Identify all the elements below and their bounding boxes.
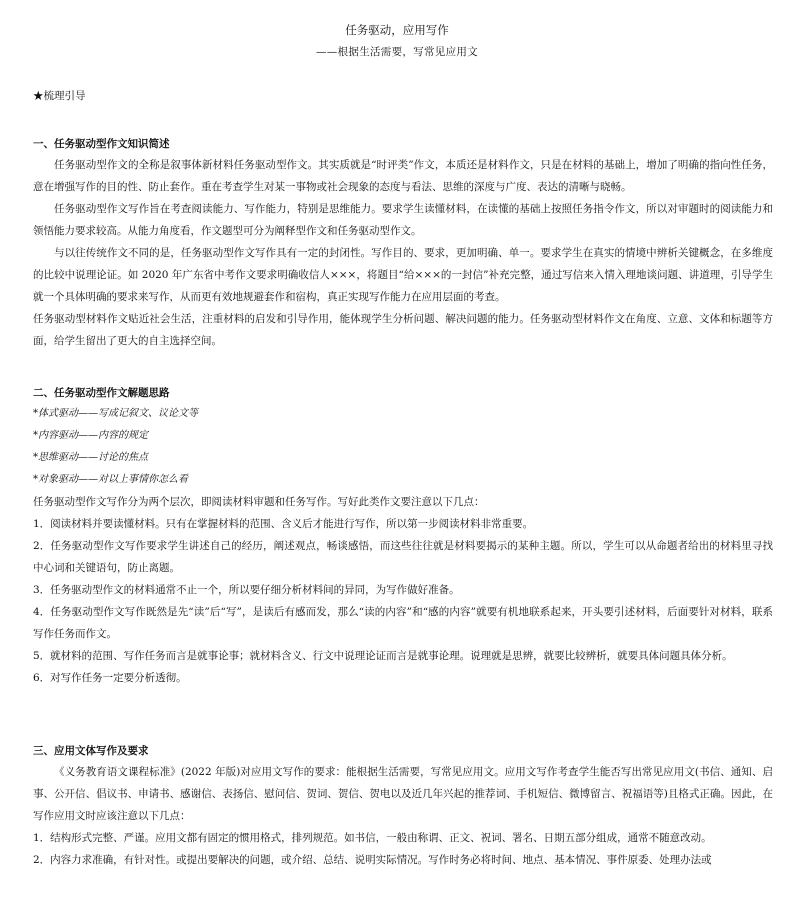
section-1-heading: 一、任务驱动型作文知识简述 — [33, 138, 170, 150]
bullet-item: *思维驱动——讨论的焦点 — [33, 452, 148, 463]
numbered-item: 5．就材料的范围、写作任务而言是就事论事；就材料含义、行文中说理论证而言是就事论理。说理就是思辨，就要比较辨析，就要具体问题具体分析。 — [33, 650, 733, 662]
bullet-item: *体式驱动——写成记叙文、议论文等 — [33, 408, 198, 419]
section-2 — [33, 383, 773, 689]
section-1-paragraph-2: 任务驱动型作文写作旨在考查阅读能力、写作能力，特别是思维能力。要求学生读懂材料，在读懂的基础上按照任务指令作文，所以对审题时的阅读能力和领悟能力要求较高。从能力角度看，作文题型可分为阐释型作文和任务驱动型作文。 — [33, 203, 773, 237]
section-1 — [33, 134, 773, 352]
document-title: 任务驱动，应用写作 — [345, 23, 449, 37]
guide-heading: ★梳理引导 — [33, 90, 86, 102]
section-3-heading: 三、应用文体写作及要求 — [33, 745, 149, 757]
numbered-item: 1．结构形式完整、严谨。应用文都有固定的惯用格式，排列规范。如书信，一般由称谓、正文、祝词、署名、日期五部分组成，通常不随意改动。 — [33, 832, 712, 844]
section-2-heading: 二、任务驱动型作文解题思路 — [33, 387, 170, 399]
section-2-intro: 任务驱动型作文写作分为两个层次，即阅读材料审题和任务写作。写好此类作文要注意以下几点： — [33, 496, 485, 508]
numbered-item: 2．内容力求准确，有针对性。或提出要解决的问题，或介绍、总结、说明实际情况。写作时务必将时间、地点、基本情况、事件原委、处理办法或 — [33, 854, 712, 866]
section-1-paragraph-1: 任务驱动型作文的全称是叙事体新材料任务驱动型作文。其实质就是“时评类”作文，本质还是材料作文，只是在材料的基础上，增加了明确的指向性任务，意在增强写作的目的性、防止套作。重在考查学生对某一事物或社会现象的态度与看法、思维的深度与广度、表达的清晰与晓畅。 — [33, 159, 773, 193]
numbered-item: 6．对写作任务一定要分析透彻。 — [33, 672, 187, 684]
section-1-paragraph-4: 任务驱动型材料作文贴近社会生活，注重材料的启发和引导作用，能体现学生分析问题、解决问题的能力。任务驱动型材料作文在角度、立意、文体和标题等方面，给学生留出了更大的自主选择空间。 — [33, 313, 773, 347]
section-3-paragraph-1: 《义务教育语文课程标准》(2022 年版)对应用文写作的要求：能根据生活需要，写常见应用文。应用文写作考查学生能否写出常见应用文(书信、通知、启事、公开信、倡议书、申请书、感谢信、表扬信、慰问信、贺词、贺信、贺电以及近几年兴起的推荐词、手机短信、微博留言、祝福语等)且格式正确。因此，在写作应用文时应该注意以下几点： — [33, 766, 773, 822]
bullet-item: *对象驱动——对以上事情你怎么看 — [33, 474, 188, 485]
section-3 — [33, 741, 773, 871]
numbered-item: 4．任务驱动型作文写作既然是先“读”后“写”，是读后有感而发，那么“读的内容”和“感的内容”就要有机地联系起来，开头要引述材料，后面要针对材料，联系写作任务而作文。 — [33, 606, 773, 640]
numbered-item: 1．阅读材料并要读懂材料。只有在掌握材料的范围、含义后才能进行写作，所以第一步阅读材料非常重要。 — [33, 518, 534, 530]
numbered-item: 3．任务驱动型作文的材料通常不止一个，所以要仔细分析材料间的异同，为写作做好准备。 — [33, 584, 460, 596]
document-subtitle: ——根据生活需要，写常见应用文 — [316, 46, 478, 58]
numbered-item: 2．任务驱动型作文写作要求学生讲述自己的经历，阐述观点，畅谈感悟，而这些往往就是材料要揭示的某种主题。所以，学生可以从命题者给出的材料里寻找中心词和关键语句，防止离题。 — [33, 540, 773, 574]
section-1-paragraph-3: 与以往传统作文不同的是，任务驱动型作文写作具有一定的封闭性。写作目的、要求，更加明确、单一。要求学生在真实的情境中辨析关键概念，在多维度的比较中说理论证。如 2020 年广东省中考作文要求明确收信人×××，将题目“给×××的一封信”补充完整，通过写信来入情入理地谈问题、讲道理，引导学生就一个具体明确的要求来写作，从而更有效地规避套作和宿构，真正实现写作能力在应用层面的考查。 — [33, 247, 773, 303]
bullet-item: *内容驱动——内容的规定 — [33, 430, 148, 441]
